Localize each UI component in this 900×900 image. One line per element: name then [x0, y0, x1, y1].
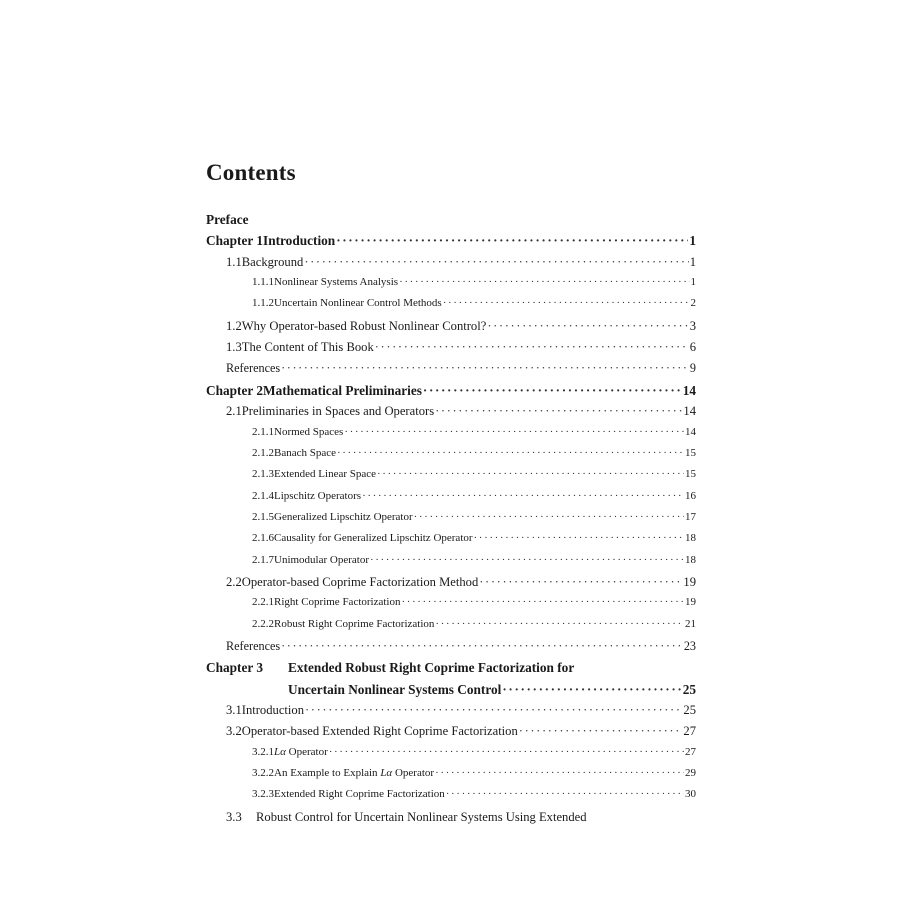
toc-entry[interactable] — [206, 660, 696, 681]
toc-entry-title: References — [226, 639, 281, 653]
toc-entry-title: Normed Spaces — [274, 425, 344, 438]
dot-leader — [446, 788, 684, 800]
toc-entry-page: 27 — [685, 745, 696, 758]
toc-entry-number: Chapter 1 — [206, 233, 264, 249]
toc-entry-page: 14 — [682, 382, 696, 398]
toc-entry[interactable] — [252, 788, 696, 809]
toc-entry-number: 2.1.4 — [252, 489, 274, 502]
toc-entry-page: 16 — [685, 489, 696, 502]
dot-leader — [399, 276, 689, 288]
toc-entry-page: 9 — [689, 361, 696, 376]
toc-entry[interactable] — [226, 810, 696, 831]
dot-leader — [375, 340, 689, 355]
toc-entry-number: 1.3 — [226, 340, 242, 355]
toc-entry-title: Generalized Lipschitz Operator — [274, 510, 413, 523]
toc-entry-title: Right Coprime Factorization — [274, 596, 401, 609]
toc-entry-page: 2 — [690, 297, 696, 310]
toc-entry-number: 2.1.1 — [252, 425, 274, 438]
toc-entry-number: 2.1 — [226, 404, 242, 419]
toc-entry-math: Lα — [274, 745, 286, 758]
toc-entry[interactable] — [252, 276, 696, 297]
toc-entry-title-text: An Example to Explain — [274, 767, 381, 780]
toc-entry[interactable] — [226, 319, 696, 340]
toc-entry-title: Robust Control for Uncertain Nonlinear Systems Using Extended — [256, 809, 587, 824]
toc-entry[interactable] — [252, 596, 696, 617]
toc-entry-title: Unimodular Operator — [274, 553, 369, 566]
contents-heading: Contents — [206, 160, 296, 185]
toc-entry-page: 1 — [689, 233, 696, 249]
toc-entry-title: Extended Linear Space — [274, 468, 377, 481]
toc-entry-page: 25 — [682, 681, 696, 697]
toc-entry-page: 29 — [685, 767, 696, 780]
toc-entry-page: 30 — [685, 788, 696, 801]
toc-entry-title: Introduction — [241, 703, 305, 718]
dot-leader — [344, 426, 684, 438]
toc-entry-number: 3.2 — [226, 724, 242, 739]
toc-entry[interactable] — [252, 746, 696, 767]
toc-entry[interactable] — [226, 404, 696, 425]
toc-entry-math: Lα — [380, 767, 393, 780]
toc-entry[interactable] — [252, 618, 696, 639]
toc-entry-number: 3.2.2 — [252, 767, 274, 780]
toc-entry-title: Preliminaries in Spaces and Operators — [241, 404, 435, 419]
toc-entry-title — [274, 746, 328, 758]
toc-entry-title: Lipschitz Operators — [274, 489, 362, 502]
toc-entry[interactable] — [226, 639, 696, 660]
toc-entry[interactable] — [252, 447, 696, 468]
toc-entry[interactable] — [206, 233, 696, 254]
toc-entry-title: Causality for Generalized Lipschitz Operator — [274, 532, 473, 545]
dot-leader — [414, 511, 684, 523]
toc-entry-title: Introduction — [263, 233, 336, 249]
toc-entry[interactable] — [226, 575, 696, 596]
toc-entry-title: Why Operator-based Robust Nonlinear Control? — [241, 318, 487, 333]
toc-entry-number: 2.2.1 — [252, 596, 274, 609]
dot-leader — [401, 596, 684, 608]
toc-entry-title: Operator-based Extended Right Coprime Factorization — [241, 724, 518, 739]
dot-leader — [281, 639, 683, 654]
toc-entry-title: Background — [241, 254, 304, 269]
toc-entry-title: Robust Right Coprime Factorization — [274, 617, 435, 630]
dot-leader — [423, 383, 682, 399]
toc-entry[interactable] — [252, 468, 696, 489]
dot-leader — [329, 746, 684, 758]
toc-entry-number: 3.1 — [226, 703, 242, 718]
toc-entry[interactable] — [226, 340, 696, 361]
toc-entry-title: Extended Robust Right Coprime Factorization for — [288, 660, 575, 676]
toc-entry-title-text: Operator — [285, 745, 328, 758]
dot-leader — [435, 404, 682, 419]
toc-entry[interactable] — [226, 703, 696, 724]
dot-leader — [443, 297, 690, 309]
toc-entry[interactable] — [252, 767, 696, 788]
toc-entry-page: 3 — [689, 318, 696, 333]
toc-entry-title: References — [226, 361, 281, 376]
toc-entry-title: Banach Space — [274, 446, 336, 459]
dot-leader — [502, 682, 681, 698]
toc-entry-number: 2.1.6 — [252, 532, 274, 545]
toc-entry-title: Operator-based Coprime Factorization Method — [241, 574, 479, 589]
toc-entry-page: 25 — [683, 703, 696, 718]
toc-entry-title: Nonlinear Systems Analysis — [274, 276, 399, 289]
dot-leader — [304, 255, 688, 270]
dot-leader — [479, 575, 682, 590]
toc-entry[interactable] — [288, 682, 696, 703]
toc-entry-number: 1.1 — [226, 254, 242, 269]
toc-entry-number: Chapter 2 — [206, 382, 264, 398]
toc-entry-page: 14 — [685, 425, 696, 438]
toc-entry-page: 19 — [683, 574, 696, 589]
toc-entry[interactable] — [226, 724, 696, 745]
toc-entry-number: 3.2.1 — [252, 745, 274, 758]
dot-leader — [435, 618, 684, 630]
toc-entry-number: 2.1.7 — [252, 553, 274, 566]
toc-entry-number: 2.1.2 — [252, 446, 274, 459]
toc-entry-page: 18 — [685, 532, 696, 545]
toc-entry-number: 2.1.5 — [252, 510, 274, 523]
toc-entry-number: 3.2.3 — [252, 788, 274, 801]
toc-entry[interactable] — [226, 255, 696, 276]
toc-entry-title: The Content of This Book — [241, 340, 374, 355]
dot-leader — [336, 233, 688, 249]
toc-entry-number: 1.2 — [226, 318, 242, 333]
toc-entry-number: 3.3 — [226, 809, 242, 824]
dot-leader — [474, 532, 684, 544]
toc-entry-page: 27 — [683, 724, 696, 739]
toc-entry-number: 2.1.3 — [252, 468, 274, 481]
toc-entry[interactable] — [252, 511, 696, 532]
toc-entry[interactable] — [226, 361, 696, 382]
toc-entry-number: 1.1.1 — [252, 276, 274, 289]
dot-leader — [435, 767, 684, 779]
toc-entry-title: Preface — [206, 212, 249, 227]
dot-leader — [305, 703, 682, 718]
toc-entry-number: Chapter 3 — [206, 660, 264, 676]
toc-entry[interactable] — [252, 490, 696, 511]
toc-entry-page: 17 — [685, 510, 696, 523]
toc-entry-number: 2.2 — [226, 574, 242, 589]
toc-entry-title: Extended Right Coprime Factorization — [274, 788, 445, 801]
toc-entry[interactable] — [252, 532, 696, 553]
toc-entry-number: 2.2.2 — [252, 617, 274, 630]
dot-leader — [377, 468, 684, 480]
dot-leader — [337, 447, 684, 459]
toc-entry-page: 23 — [683, 639, 696, 653]
toc-entry[interactable] — [206, 383, 696, 404]
toc-entry[interactable] — [252, 297, 696, 318]
toc-entry-title — [274, 767, 434, 779]
toc-entry-number: 1.1.2 — [252, 297, 274, 310]
toc-entry-title: Uncertain Nonlinear Control Methods — [274, 297, 442, 310]
dot-leader — [362, 490, 684, 502]
toc-entry-page: 18 — [685, 553, 696, 566]
dot-leader — [487, 319, 688, 334]
toc-entry-page: 21 — [685, 617, 696, 630]
toc-entry-page: 15 — [685, 468, 696, 481]
dot-leader — [519, 724, 683, 739]
toc-entry-page: 1 — [689, 254, 696, 269]
toc-entry[interactable] — [252, 554, 696, 575]
toc-entry-title: Mathematical Preliminaries — [263, 382, 422, 398]
toc-entry-page: 14 — [683, 404, 696, 419]
dot-leader — [370, 554, 684, 566]
toc-entry[interactable] — [206, 212, 696, 233]
toc-entry-page: 19 — [685, 596, 696, 609]
toc-entry-page: 1 — [690, 276, 696, 289]
toc-entry-title: Uncertain Nonlinear Systems Control — [288, 681, 502, 697]
toc-entry-page: 6 — [689, 340, 696, 355]
dot-leader — [281, 361, 689, 376]
toc-entry-page: 15 — [685, 446, 696, 459]
toc-entry-title-text: Operator — [392, 767, 435, 780]
toc-entry[interactable] — [252, 426, 696, 447]
